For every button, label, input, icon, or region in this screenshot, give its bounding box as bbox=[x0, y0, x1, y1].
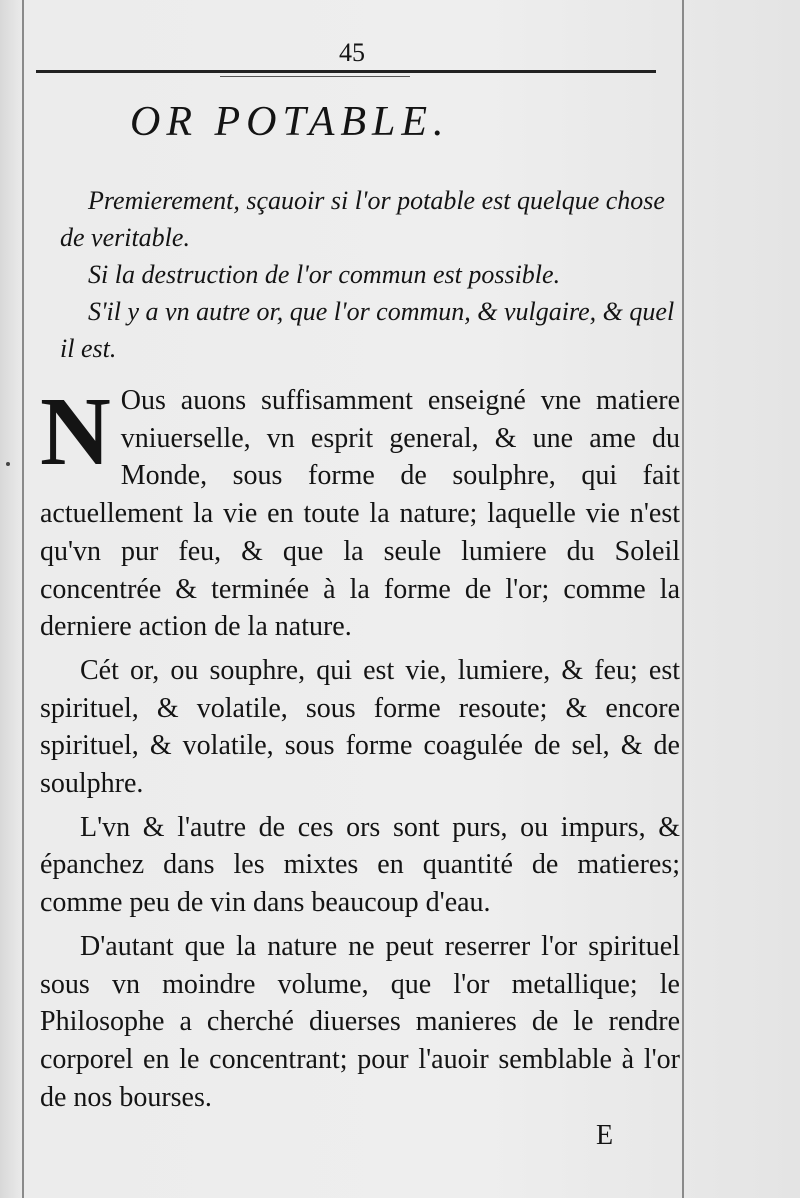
chapter-title: OR POTABLE. bbox=[130, 99, 450, 145]
ink-spot bbox=[6, 462, 10, 466]
summary-line-1: Premierement, sçauoir si l'or potable est quelque chose de veritable. bbox=[60, 186, 665, 252]
header-rule-thin bbox=[220, 76, 410, 77]
right-margin-line bbox=[682, 0, 684, 1198]
drop-cap: N bbox=[40, 378, 111, 486]
chapter-summary bbox=[60, 182, 675, 367]
signature-mark: E bbox=[596, 1120, 614, 1151]
paragraph-3: L'vn & l'autre de ces ors sont purs, ou impurs, & épanchez dans les mixtes en quantité de matieres; comme peu de vin dans beaucoup d'eau. bbox=[40, 811, 680, 919]
page-number: 45 bbox=[339, 38, 365, 67]
summary-line-2: Si la destruction de l'or commun est possible. bbox=[88, 260, 561, 289]
paragraph-4: D'autant que la nature ne peut reserrer l'or spirituel sous vn moindre volume, que l'or metallique; le Philosophe a cherché diuerses manieres de le rendre corporel en le concentrant; pour l'auoir semblable à l'or de nos bourses. bbox=[40, 930, 680, 1113]
paragraph-1-text: Ous auons suffisamment enseigné vne matiere vniuerselle, vn esprit general, & une ame du Monde, sous forme de soulphre, qui fait actuellement la vie en toute la nature; laquelle vie n'est qu'vn pur feu, & que la seule lumiere du Soleil concentrée & terminée à la forme de l'or; comme la derniere action de la nature. bbox=[40, 385, 680, 643]
left-margin-line bbox=[22, 0, 24, 1198]
summary-line-3: S'il y a vn autre or, que l'or commun, & vulgaire, & quel il est. bbox=[60, 297, 675, 363]
paragraph-2: Cét or, ou souphre, qui est vie, lumiere, & feu; est spirituel, & volatile, sous forme resoute; & encore spirituel, & volatile, sous forme coagulée de sel, & de soulphre. bbox=[40, 654, 680, 800]
header-rule bbox=[36, 70, 656, 73]
paragraph-1 bbox=[40, 378, 680, 646]
main-text bbox=[40, 378, 680, 1122]
